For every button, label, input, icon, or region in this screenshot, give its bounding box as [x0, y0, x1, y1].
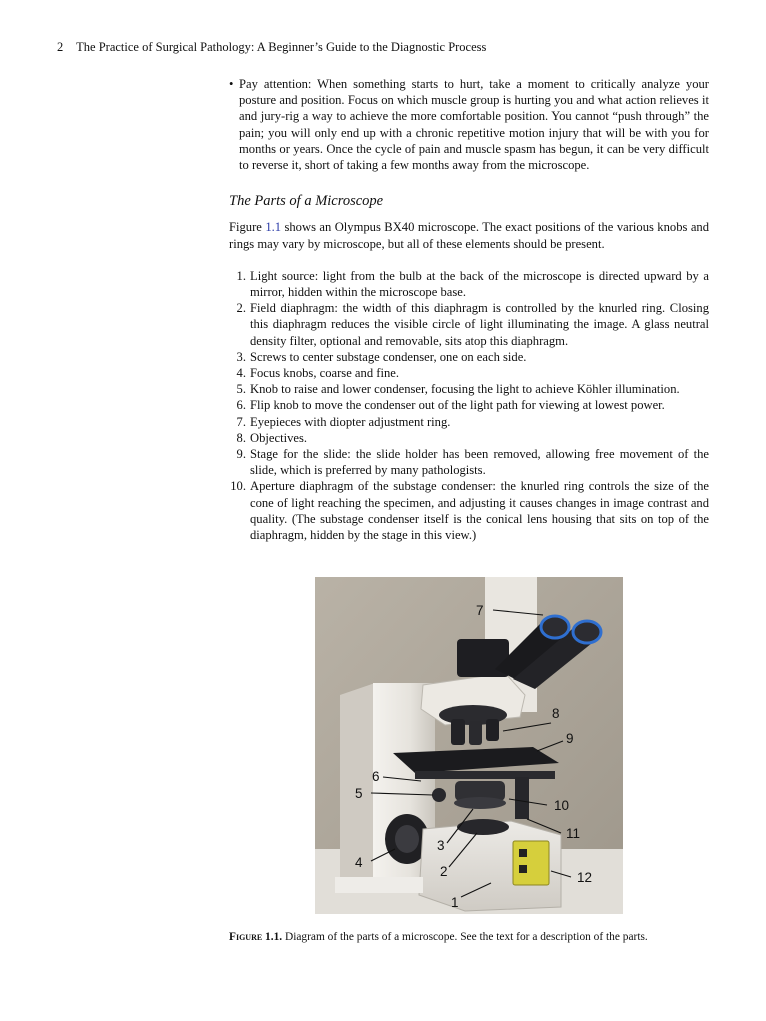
list-item-text: Knob to raise and lower condenser, focusing the light to achieve Köhler illumination. — [250, 382, 680, 397]
callout-7: 7 — [476, 603, 484, 618]
parts-list-item — [229, 446, 709, 478]
caption-text: Diagram of the parts of a microscope. See the text for a description of the parts. — [282, 931, 648, 943]
running-title: The Practice of Surgical Pathology: A Beginner’s Guide to the Diagnostic Process — [76, 40, 487, 54]
parts-list-item — [229, 268, 709, 300]
list-item-number: 7. — [236, 414, 246, 429]
list-item-number: 10. — [230, 479, 246, 494]
figure-link[interactable]: 1.1 — [265, 220, 282, 235]
callout-10: 10 — [554, 798, 570, 813]
aperture-ring — [454, 797, 506, 809]
stage-control — [515, 777, 529, 819]
bullet-text: Pay attention: When something starts to hurt, take a moment to critically analyze your posture and position. Focus on which muscle group is hurting you and what action relieves it and jury-rig a way to achieve the more comfortable position. You cannot “push through” the pain; you will only end up with a chronic repetitive motion injury that will be with you for months or years. Once the cycle of pain and muscle spasm has begun, it can be very difficult to reverse it, short of taking a few months away from the microscope. — [239, 77, 709, 173]
callout-1: 1 — [451, 895, 459, 910]
parts-list-item — [229, 414, 709, 430]
list-item-text: Stage for the slide: the slide holder has been removed, allowing free movement of the slide, which is preferred by many pathologists. — [250, 447, 709, 478]
callout-4: 4 — [355, 855, 363, 870]
list-item-number: 3. — [236, 349, 246, 364]
intro-text-after: shows an Olympus BX40 microscope. The exact positions of the various knobs and rings may vary by microscope, but all of these elements should be present. — [229, 220, 710, 251]
callout-3: 3 — [437, 838, 445, 853]
stage-edge — [415, 771, 555, 779]
focus-knob-fine — [395, 825, 419, 853]
list-item-number: 2. — [236, 301, 246, 316]
list-item-number: 5. — [236, 382, 246, 397]
list-item-text: Objectives. — [250, 430, 308, 445]
list-item-number: 6. — [236, 398, 246, 413]
callout-5: 5 — [355, 786, 363, 801]
parts-list — [229, 268, 709, 543]
callout-12: 12 — [577, 870, 593, 885]
parts-list-item — [229, 300, 709, 349]
parts-list-item — [229, 430, 709, 446]
callout-2: 2 — [440, 864, 448, 879]
running-header — [57, 40, 486, 55]
list-item-text: Focus knobs, coarse and fine. — [250, 366, 399, 381]
eyepiece-left — [541, 616, 569, 638]
list-item-text: Field diaphragm: the width of this diaphragm is controlled by the knurled ring. Closing this diaphragm reduces the visible circle of light illuminating the image. A glass neutral density filter, optional and removable, sits atop this diaphragm. — [250, 301, 709, 348]
label-symbol-2 — [519, 865, 527, 873]
eyepiece-right — [573, 621, 601, 643]
parts-list-item — [229, 365, 709, 381]
objective-3 — [486, 719, 499, 741]
bullet-dot: • — [229, 77, 234, 91]
parts-list-item — [229, 397, 709, 413]
bullet-item — [229, 76, 709, 173]
microscope-illustration — [315, 577, 623, 914]
section-intro — [229, 219, 709, 251]
intro-text-before: Figure — [229, 220, 266, 235]
condenser-knob — [432, 788, 446, 802]
objective-2 — [469, 721, 482, 745]
warning-label — [513, 841, 549, 885]
objective-1 — [451, 719, 465, 745]
microscope-photo — [315, 577, 623, 914]
caption-label: Figure 1.1. — [229, 931, 283, 943]
field-diaphragm-ring — [457, 819, 509, 835]
list-item-text: Flip knob to move the condenser out of the light path for viewing at lowest power. — [250, 398, 665, 413]
list-item-text: Eyepieces with diopter adjustment ring. — [250, 414, 451, 429]
list-item-text: Screws to center substage condenser, one on each side. — [250, 349, 527, 364]
parts-list-item — [229, 381, 709, 397]
page-body — [229, 76, 709, 543]
label-symbol-1 — [519, 849, 527, 857]
page-number: 2 — [57, 40, 64, 54]
callout-8: 8 — [552, 706, 560, 721]
base-foot — [335, 877, 423, 893]
list-item-number: 1. — [236, 268, 246, 283]
callout-6: 6 — [372, 769, 380, 784]
figure-caption — [229, 931, 648, 943]
list-item-number: 4. — [236, 366, 246, 381]
list-item-text: Light source: light from the bulb at the back of the microscope is directed upward by a mirror, hidden within the microscope base. — [250, 268, 709, 300]
parts-list-item — [229, 478, 709, 543]
section-heading: The Parts of a Microscope — [229, 193, 384, 210]
callout-9: 9 — [566, 731, 574, 746]
list-item-text: Aperture diaphragm of the substage condenser: the knurled ring controls the size of the cone of light reaching the specimen, and adjusting it causes changes in image contrast and quality. (The substage condenser itself is the conical lens housing that sits on top of the diaphragm, hidden by the stage in this view.) — [250, 479, 709, 543]
list-item-number: 9. — [236, 447, 246, 462]
list-item-number: 8. — [236, 430, 246, 445]
callout-11: 11 — [566, 826, 581, 841]
parts-list-item — [229, 349, 709, 365]
